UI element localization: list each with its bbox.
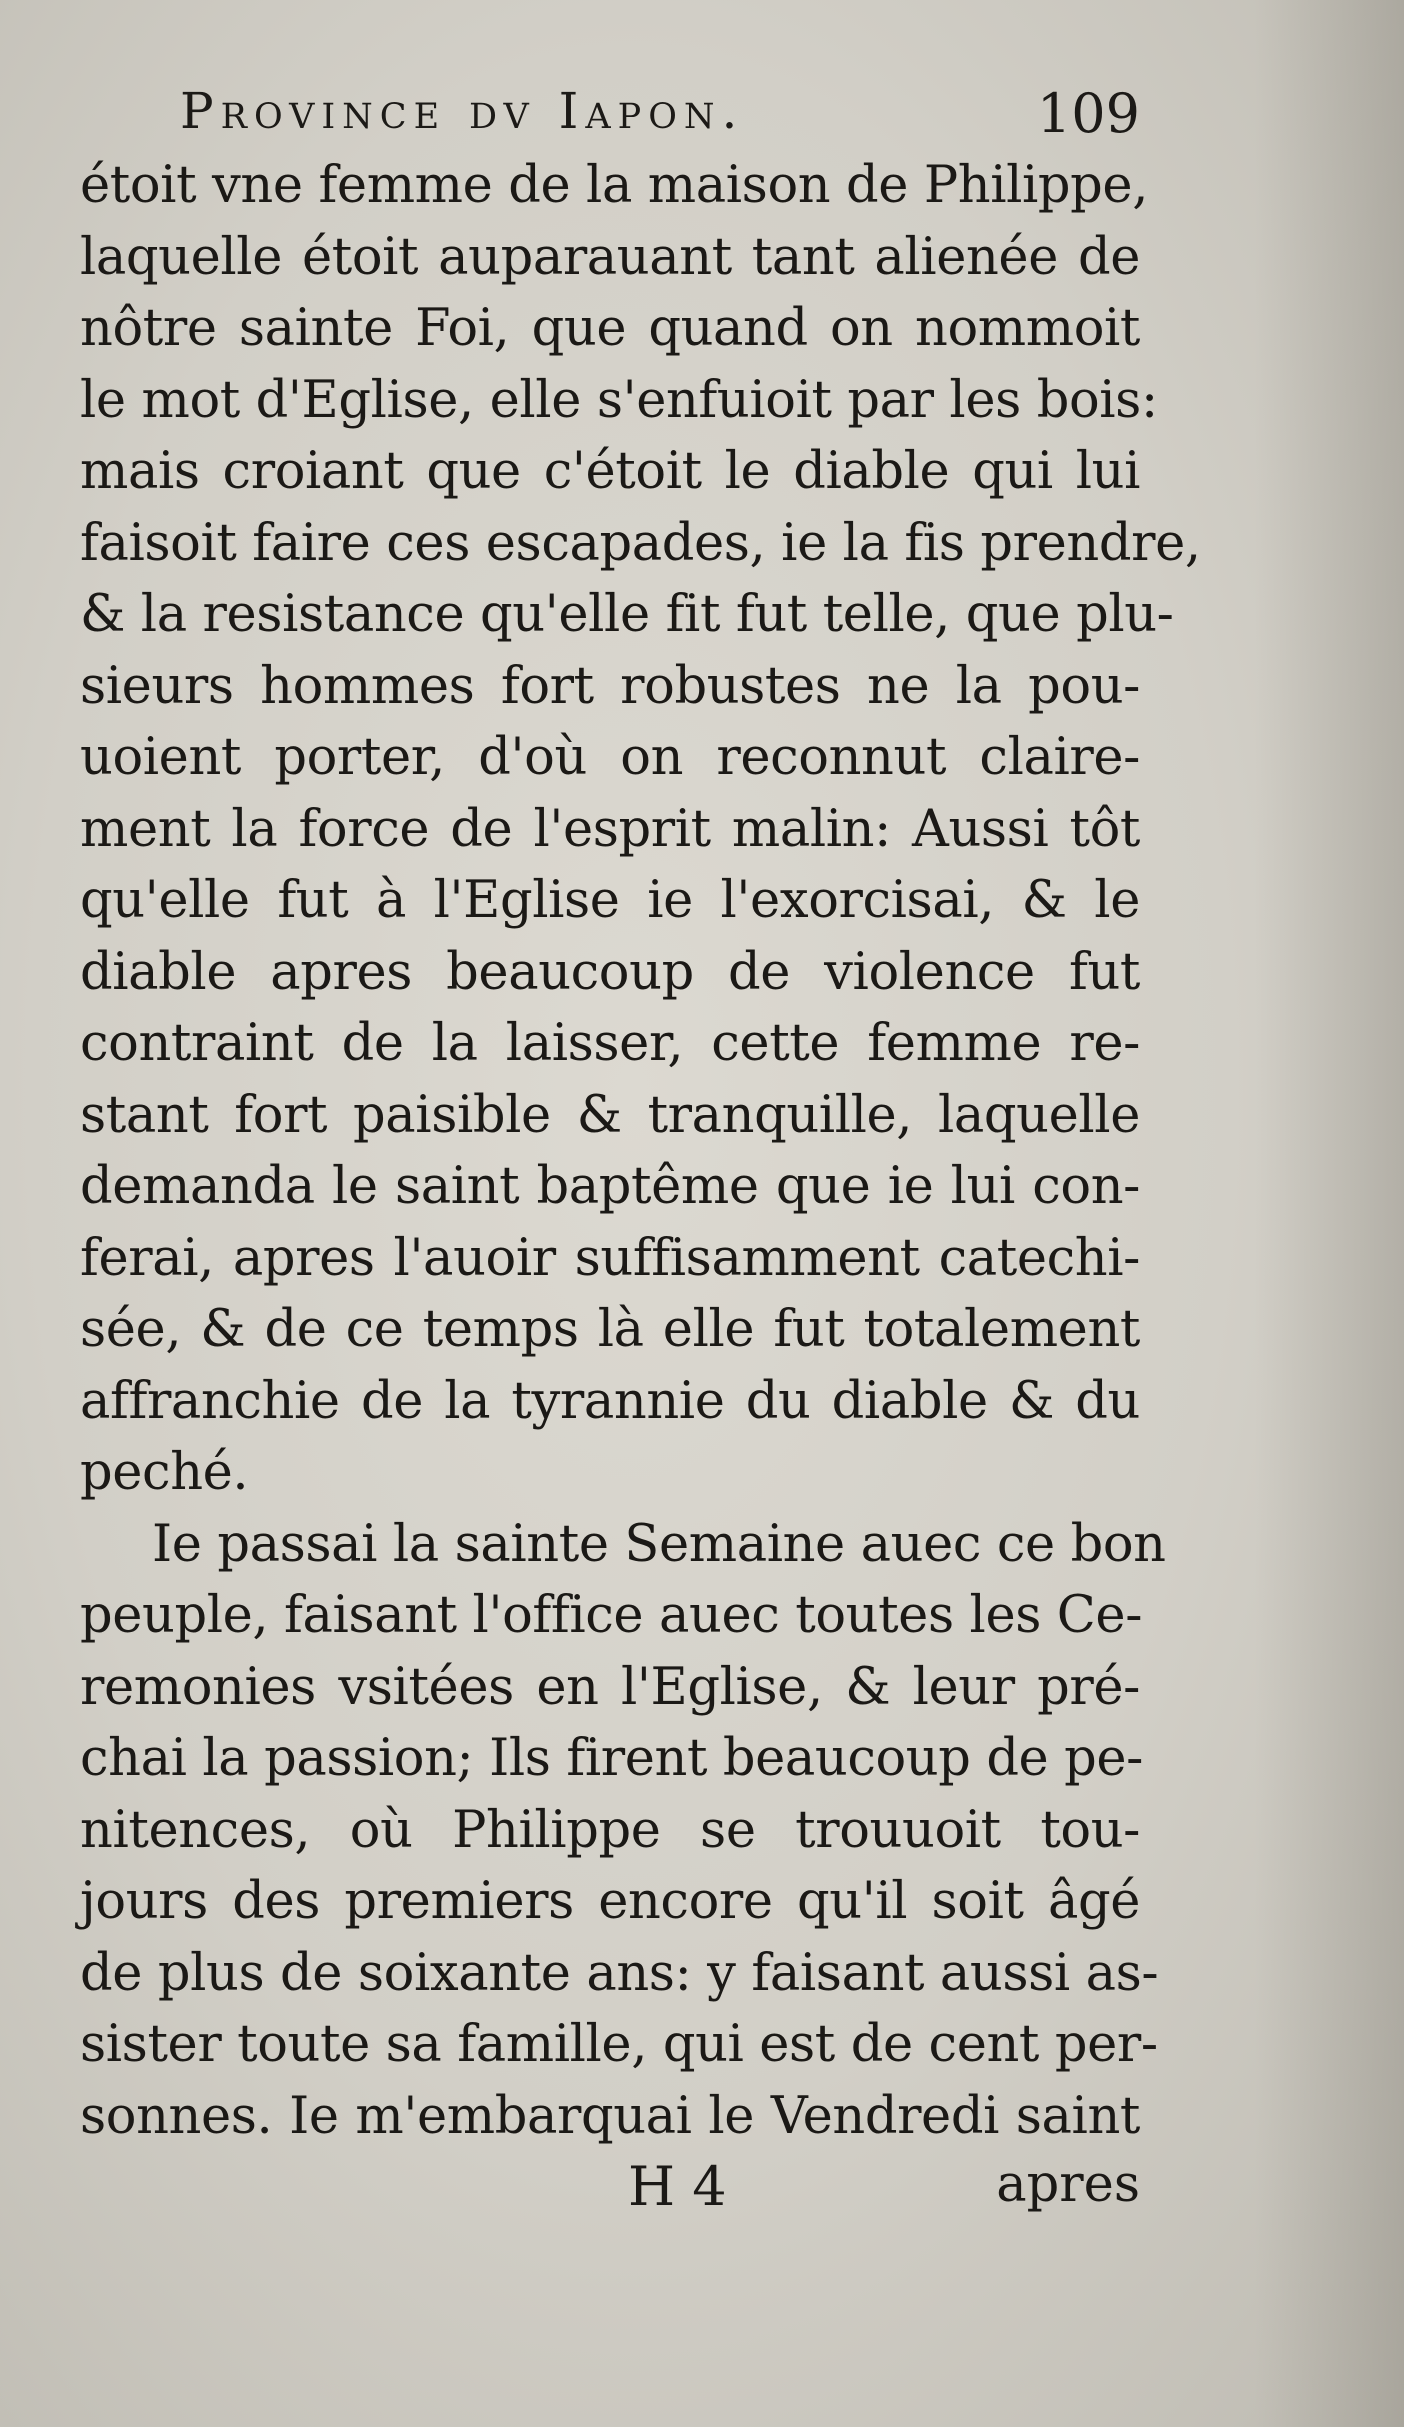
text-line: uoient porter, d'où on reconnut claire-	[80, 728, 1140, 787]
text-line: remonies vsitées en l'Eglise, & leur pré-	[80, 1657, 1140, 1717]
catchword: apres	[996, 2155, 1140, 2214]
page-edge-shadow	[1254, 0, 1404, 2427]
text-line: nitences, où Philippe se trouuoit tou-	[80, 1800, 1140, 1860]
page-footer	[80, 2155, 1140, 2235]
text-line: peché.	[80, 1443, 249, 1502]
text-line: laquelle étoit auparauant tant alienée de	[80, 227, 1140, 287]
text-line: faisoit faire ces escapades, ie la fis prendre,	[80, 513, 1201, 573]
text-line: affranchie de la tyrannie du diable & du	[80, 1371, 1140, 1431]
text-line: sister toute sa famille, qui est de cent per-	[80, 2015, 1158, 2074]
text-line: mais croiant que c'étoit le diable qui lui	[80, 442, 1140, 501]
text-line: de plus de soixante ans: y faisant aussi as-	[80, 1943, 1159, 2003]
text-line: demanda le saint baptême que ie lui con-	[80, 1157, 1140, 1216]
text-line: nôtre sainte Foi, que quand on nommoit	[80, 299, 1140, 358]
text-line: le mot d'Eglise, elle s'enfuioit par les bois:	[80, 370, 1158, 430]
text-line: sonnes. Ie m'embarquai le Vendredi saint	[80, 2086, 1140, 2146]
page-number: 109	[1036, 82, 1140, 145]
text-line: diable apres beaucoup de violence fut	[80, 942, 1140, 1002]
text-line: étoit vne femme de la maison de Philippe,	[80, 156, 1149, 215]
text-line: sée, & de ce temps là elle fut totalement	[80, 1300, 1140, 1359]
text-line: Ie passai la sainte Semaine auec ce bon	[152, 1514, 1166, 1574]
text-line: ment la force de l'esprit malin: Aussi tôt	[80, 799, 1140, 859]
text-line: contraint de la laisser, cette femme re-	[80, 1014, 1140, 1073]
text-line: ferai, apres l'auoir suffisamment catechi-	[80, 1228, 1140, 1288]
running-head-title: Province dv Iapon.	[180, 82, 745, 140]
text-line: & la resistance qu'elle fit fut telle, que plu-	[80, 585, 1174, 644]
text-line: stant fort paisible & tranquille, laquelle	[80, 1085, 1140, 1145]
body-text	[80, 150, 1201, 2152]
text-line: sieurs hommes fort robustes ne la pou-	[80, 656, 1140, 716]
text-line: jours des premiers encore qu'il soit âgé	[80, 1872, 1140, 1931]
text-line: chai la passion; Ils firent beaucoup de pe-	[80, 1729, 1144, 1788]
text-line: qu'elle fut à l'Eglise ie l'exorcisai, & le	[80, 871, 1140, 930]
signature-mark: H 4	[628, 2155, 727, 2218]
text-line: peuple, faisant l'office auec toutes les Ce-	[80, 1586, 1143, 1645]
